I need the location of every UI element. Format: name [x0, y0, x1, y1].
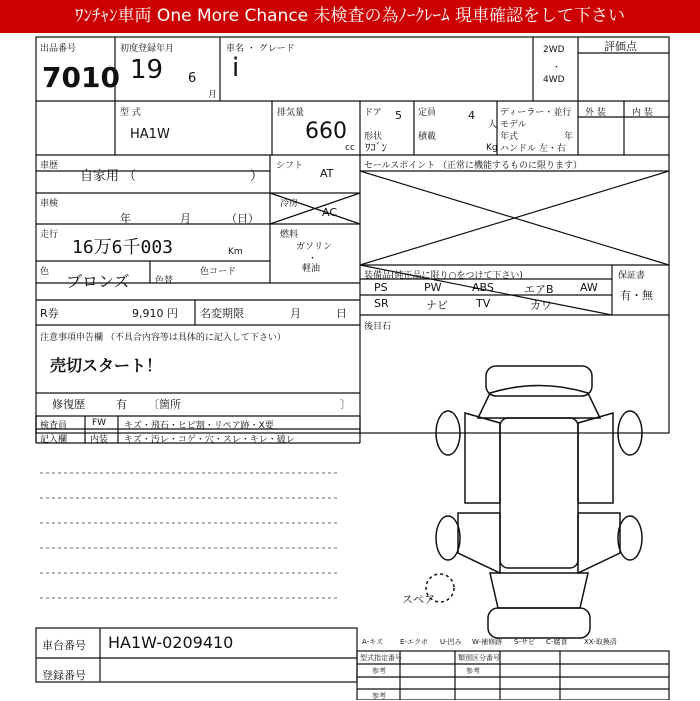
interior-inspect-label: 内装	[90, 435, 109, 445]
displacement-unit: cc	[345, 143, 355, 153]
legend-u: U-凹み	[440, 638, 462, 646]
repair-close: 〕	[340, 398, 351, 411]
legend-a: A-キズ	[362, 638, 384, 646]
equip-leather: カワ	[530, 299, 552, 312]
rear-seat-label: 後目石	[364, 322, 392, 332]
repair-place: 〔箇所	[148, 398, 181, 411]
legend-c: C-腐食	[546, 638, 568, 646]
body-type-value: ﾜｺﾞﾝ	[365, 141, 387, 154]
dealer-year-unit: 年	[564, 132, 574, 142]
inspection-day: （日）	[226, 212, 259, 225]
auction-sheet	[0, 33, 700, 700]
chassis-label: 車台番号	[42, 639, 86, 652]
displacement-value: 660	[305, 119, 347, 144]
small-table-r3: 参考	[372, 692, 386, 700]
equip-airbag: エアB	[524, 283, 554, 296]
shift-value: AT	[320, 167, 334, 180]
car-diagram	[426, 366, 642, 638]
color-code-label: 色コード	[200, 267, 237, 277]
tax-day: 日	[336, 307, 347, 320]
score-label: 評価点	[604, 40, 637, 53]
capacity-value: 4	[468, 109, 475, 122]
doors-value: 5	[395, 109, 402, 122]
tax-month: 月	[290, 307, 301, 320]
legend-w: W-補修跡	[472, 638, 503, 646]
equip-pw: PW	[424, 281, 442, 294]
mileage-label: 走行	[40, 230, 59, 240]
legend-xx: XX-取換済	[584, 638, 617, 646]
warranty-label: 保証書	[618, 271, 646, 281]
history-value: 自家用 （	[80, 169, 137, 184]
dealer-label: ディーラー・並行	[500, 108, 572, 118]
recycle-value: 9,910 円	[132, 307, 178, 320]
history-close: ）	[250, 169, 264, 184]
sales-point-label: セールスポイント （正常に機能するものに限ります）	[364, 161, 583, 171]
equipment-label: 装備品(純正品に限り○をつけて下さい)	[364, 271, 523, 281]
lot-label: 出品番号	[40, 44, 77, 54]
equip-ps: PS	[374, 281, 388, 294]
warranty-value: 有・無	[620, 289, 653, 302]
repair-value: 有	[116, 398, 127, 411]
recycle-label: R券	[40, 307, 59, 320]
color-change-label: 色替	[155, 276, 174, 286]
equip-aw: AW	[580, 281, 598, 294]
fuel-label: 燃料	[280, 230, 299, 240]
drive-4wd: 4WD	[543, 75, 565, 85]
mileage-value: 16万6千003	[72, 237, 174, 258]
load-label: 積載	[418, 132, 437, 142]
mileage-unit: Km	[228, 247, 243, 257]
color-value: ブロンズ	[66, 272, 130, 291]
capacity-unit: 人	[488, 120, 498, 130]
top-banner: ﾜﾝﾁｬﾝ車両 One More Chance 未検査の為ﾉｰｸﾚｰﾑ 現車確認をして下さい	[0, 0, 700, 33]
displacement-label: 排気量	[277, 108, 305, 118]
lot-number: 7010	[42, 61, 120, 94]
ac-label: 冷房	[280, 199, 299, 209]
spare-label: スペア	[402, 593, 435, 606]
first-reg-month: 6	[188, 71, 197, 86]
doors-label: ドア	[364, 108, 382, 118]
inspector-label-2: 記入欄	[40, 435, 68, 445]
inspection-label: 車検	[40, 199, 59, 209]
equip-abs: ABS	[472, 281, 494, 294]
small-table-r1: 型式指定番号	[360, 654, 402, 662]
notes-label: 注意事項申告欄 （不具合内容等は具体的に記入して下さい）	[40, 333, 286, 343]
car-name-value: i	[232, 53, 240, 83]
car-name-label: 車名 ・ グレード	[226, 44, 295, 54]
load-unit: Kg	[486, 143, 498, 153]
small-table-r2: 参考	[372, 667, 386, 675]
dealer-model: モデル	[500, 120, 527, 130]
body-type-label: 形状	[364, 132, 383, 142]
equip-tv: TV	[476, 297, 491, 310]
first-reg-label: 初度登録年月	[120, 44, 175, 54]
model-value: HA1W	[130, 127, 170, 142]
inspection-year: 年	[120, 212, 131, 225]
tax-label: 名変期限	[200, 307, 244, 320]
fw-label: FW	[92, 418, 107, 428]
interior-label: 内 装	[632, 108, 653, 118]
drive-2wd: 2WD	[543, 45, 565, 55]
notes-text: 売切スタート！	[50, 356, 163, 375]
small-table-r1b: 類別区分番号	[458, 654, 500, 662]
history-label: 車歴	[40, 161, 59, 171]
first-reg-month-unit: 月	[208, 90, 218, 100]
dealer-year: 年式	[500, 132, 519, 142]
legend-e: E-エクボ	[400, 638, 428, 646]
equip-sr: SR	[374, 297, 389, 310]
inspector-label-1: 検査員	[40, 421, 68, 431]
legend-s: S-サビ	[514, 638, 535, 646]
equip-navi: ナビ	[426, 299, 448, 312]
color-label: 色	[40, 267, 50, 277]
registration-label: 登録番号	[42, 669, 86, 682]
ac-value: AC	[322, 206, 338, 219]
inspection-month: 月	[180, 212, 191, 225]
first-reg-year: 19	[130, 55, 164, 85]
exterior-label: 外 装	[585, 108, 606, 118]
drive-dot: ・	[552, 63, 562, 73]
fuel-diesel: 軽油	[302, 264, 321, 274]
interior-inspect-text: キズ・汚レ・コゲ・穴・スレ・キレ・破レ	[124, 435, 295, 445]
fw-text: キズ・飛石・ヒビ割・リペア跡・X要	[124, 421, 274, 431]
model-label: 型 式	[120, 108, 141, 118]
small-table-r2b: 参考	[466, 667, 480, 675]
handle-label: ハンドル 左・右	[500, 144, 566, 154]
repair-label: 修復歴	[52, 398, 85, 411]
shift-label: シフト	[276, 161, 304, 171]
capacity-label: 定員	[418, 108, 437, 118]
fuel-gas: ガソリン	[296, 242, 333, 252]
fuel-dot: ・	[308, 254, 318, 264]
chassis-value: HA1W-0209410	[108, 633, 234, 652]
